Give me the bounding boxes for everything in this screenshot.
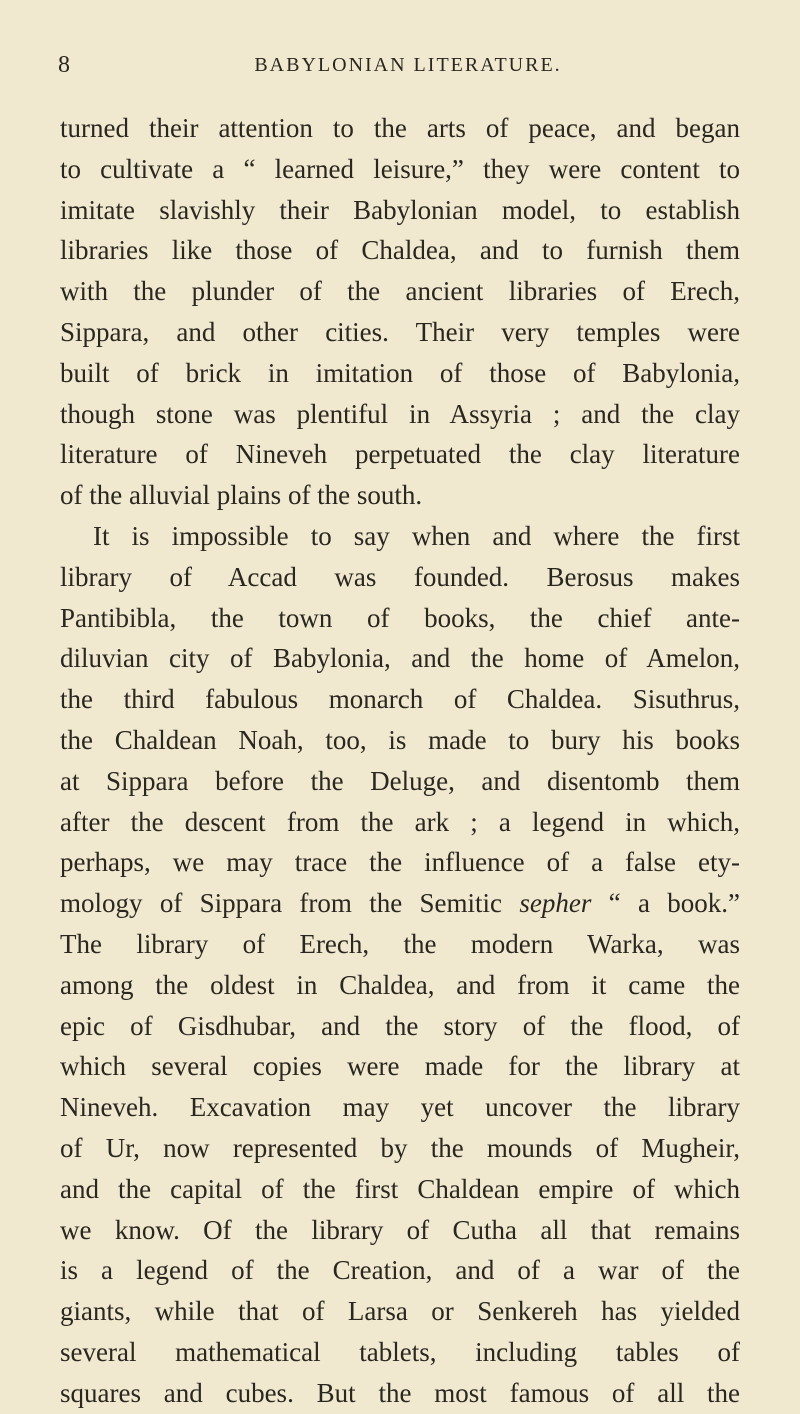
text-line: perhaps, we may trace the influence of a false ety-	[60, 847, 740, 878]
text-line: the Chaldean Noah, too, is made to bury his books	[60, 724, 740, 755]
text-segment: “ a book.”	[591, 888, 741, 919]
text-line: of the alluvial plains of the south.	[60, 480, 423, 511]
text-line: Nineveh. Excavation may yet uncover the library	[60, 1092, 740, 1123]
text-line: giants, while that of Larsa or Senkereh has yielded	[60, 1296, 740, 1327]
text-line: epic of Gisdhubar, and the story of the flood, of	[60, 1010, 740, 1041]
text-line: is a legend of the Creation, and of a war of the	[60, 1255, 740, 1286]
text-line: of Ur, now represented by the mounds of Mugheir,	[60, 1132, 740, 1163]
text-line: after the descent from the ark ; a legend in which,	[60, 806, 740, 837]
text-line: Pantibibla, the town of books, the chief ante-	[60, 602, 740, 633]
body-text	[60, 108, 740, 1414]
text-line: to cultivate a “ learned leisure,” they were content to	[60, 153, 740, 184]
page-number: 8	[58, 52, 71, 78]
text-line: though stone was plentiful in Assyria ; and the clay	[60, 398, 740, 429]
text-line: several mathematical tablets, including tables of	[60, 1336, 740, 1367]
text-line: diluvian city of Babylonia, and the home of Amelon,	[60, 643, 740, 674]
text-line: we know. Of the library of Cutha all that remains	[60, 1214, 740, 1245]
text-line: imitate slavishly their Babylonian model, to establish	[60, 194, 740, 225]
text-line: The library of Erech, the modern Warka, was	[60, 928, 740, 959]
running-head: BABYLONIAN LITERATURE.	[254, 54, 562, 76]
text-line: It is impossible to say when and where the first	[93, 520, 740, 551]
page-header	[58, 52, 758, 82]
text-line: built of brick in imitation of those of Babylonia,	[60, 357, 740, 388]
text-line: the third fabulous monarch of Chaldea. Sisuthrus,	[60, 684, 740, 715]
text-line	[60, 883, 740, 924]
text-line: which several copies were made for the library at	[60, 1051, 740, 1082]
text-line: libraries like those of Chaldea, and to furnish them	[60, 235, 740, 266]
text-line: library of Accad was founded. Berosus makes	[60, 561, 740, 592]
text-line: and the capital of the first Chaldean empire of which	[60, 1173, 740, 1204]
text-line: among the oldest in Chaldea, and from it came the	[60, 969, 740, 1000]
text-line: Sippara, and other cities. Their very temples were	[60, 316, 740, 347]
text-line: turned their attention to the arts of peace, and began	[60, 113, 740, 143]
text-segment: mology of Sippara from the Semitic	[60, 888, 520, 919]
text-line: squares and cubes. But the most famous of all the	[60, 1377, 740, 1408]
text-line: with the plunder of the ancient libraries of Erech,	[60, 276, 740, 307]
text-line: literature of Nineveh perpetuated the clay literature	[60, 439, 740, 470]
italic-word: sepher	[519, 888, 592, 919]
text-line: at Sippara before the Deluge, and disentomb them	[60, 765, 740, 796]
